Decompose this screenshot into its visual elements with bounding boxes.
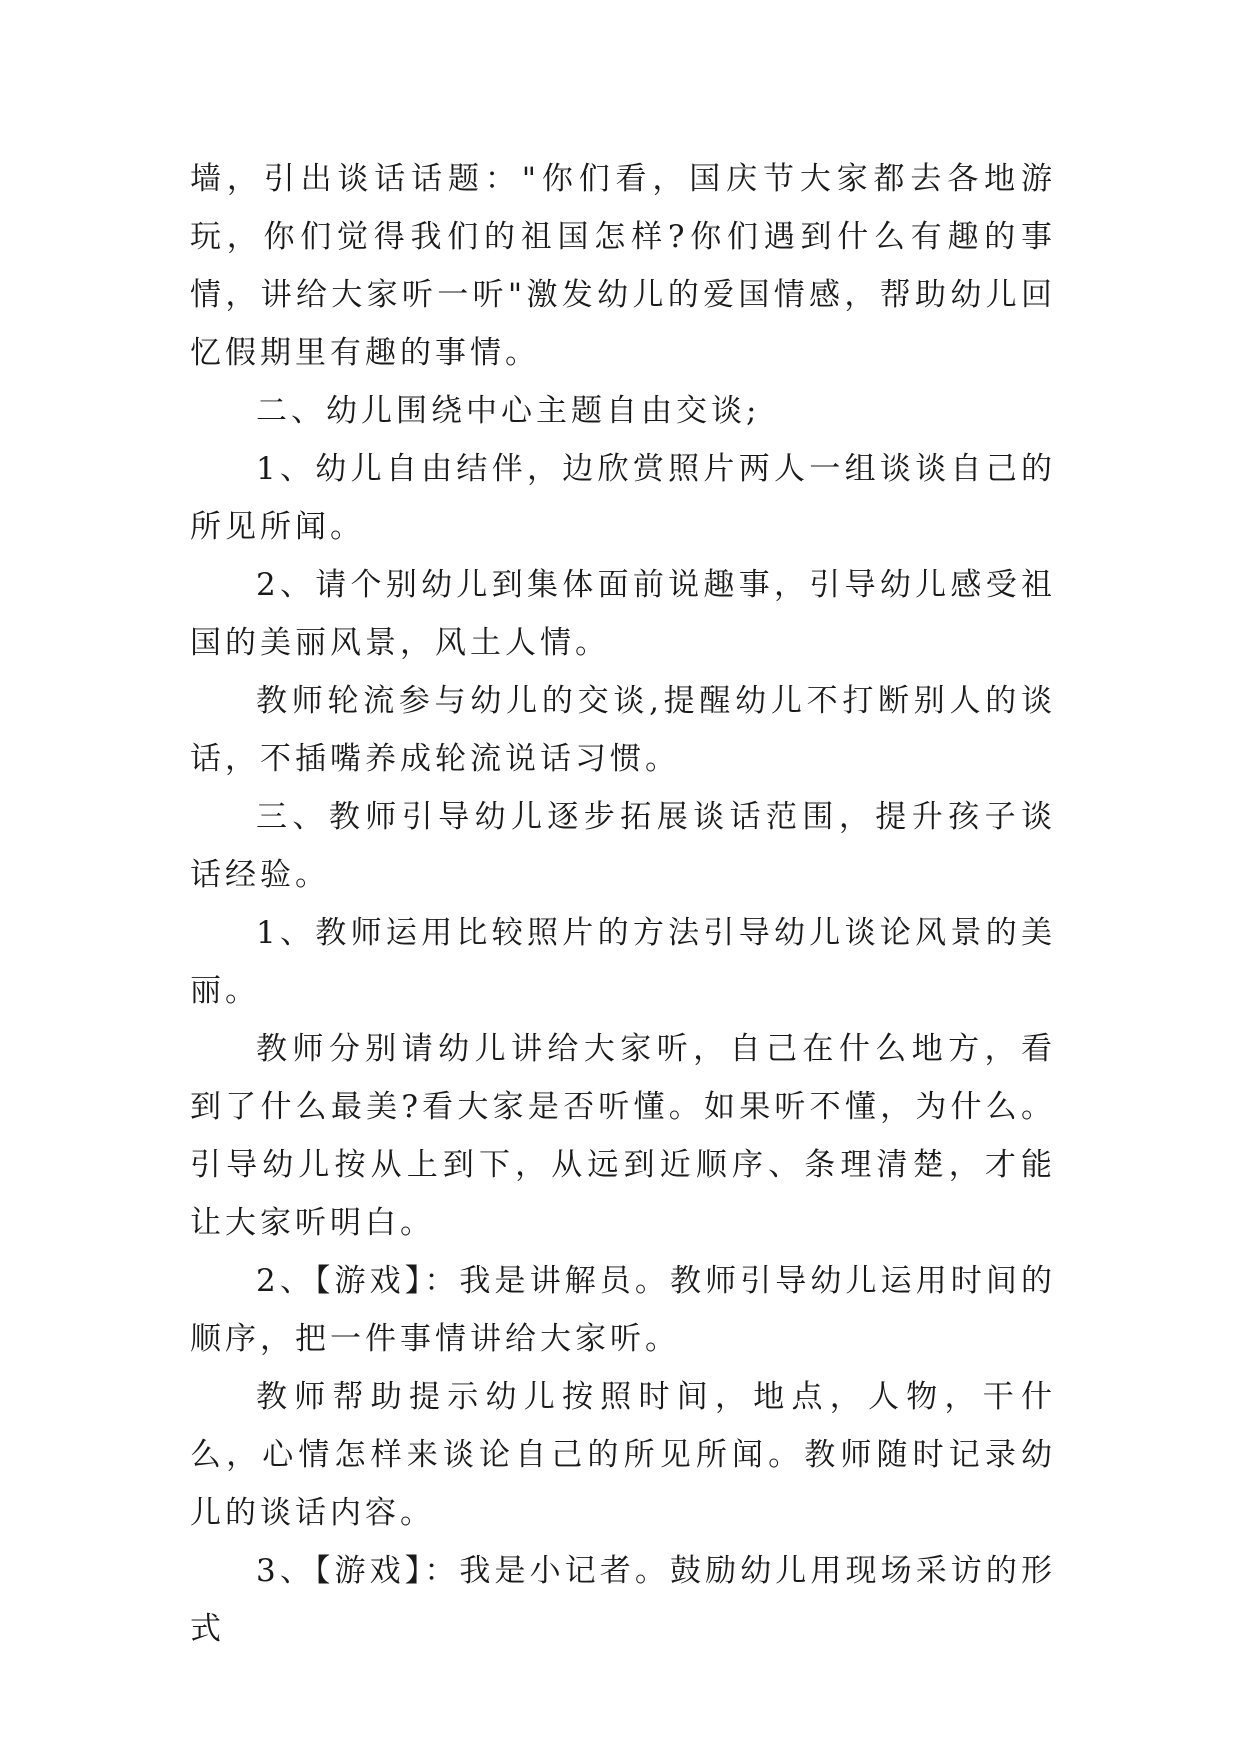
paragraph: 3、【游戏】：我是小记者。鼓励幼儿用现场采访的形式: [190, 1553, 1056, 1647]
paragraph: 1、教师运用比较照片的方法引导幼儿谈论风景的美丽。: [190, 915, 1056, 1009]
paragraph: 1、幼儿自由结伴，边欣赏照片两人一组谈谈自己的所见所闻。: [190, 451, 1056, 545]
paragraph: 教师帮助提示幼儿按照时间，地点，人物，干什么，心情怎样来谈论自己的所见所闻。教师随时记录幼儿的谈话内容。: [190, 1379, 1056, 1531]
paragraph: 2、请个别幼儿到集体面前说趣事，引导幼儿感受祖国的美丽风景，风土人情。: [190, 567, 1056, 661]
paragraph: 三、教师引导幼儿逐步拓展谈话范围，提升孩子谈话经验。: [190, 799, 1056, 893]
paragraph: 2、【游戏】：我是讲解员。教师引导幼儿运用时间的顺序，把一件事情讲给大家听。: [190, 1263, 1056, 1357]
paragraph: 教师轮流参与幼儿的交谈,提醒幼儿不打断别人的谈话，不插嘴养成轮流说话习惯。: [190, 683, 1056, 777]
paragraph: 教师分别请幼儿讲给大家听，自己在什么地方，看到了什么最美?看大家是否听懂。如果听不懂，为什么。引导幼儿按从上到下，从远到近顺序、条理清楚，才能让大家听明白。: [190, 1031, 1056, 1241]
paragraph: 墙，引出谈话话题："你们看，国庆节大家都去各地游玩，你们觉得我们的祖国怎样?你们遇到什么有趣的事情，讲给大家听一听"激发幼儿的爱国情感，帮助幼儿回忆假期里有趣的事情。: [190, 161, 1056, 371]
paragraph: 二、幼儿围绕中心主题自由交谈;: [256, 393, 761, 429]
document-page: [190, 150, 1056, 1658]
